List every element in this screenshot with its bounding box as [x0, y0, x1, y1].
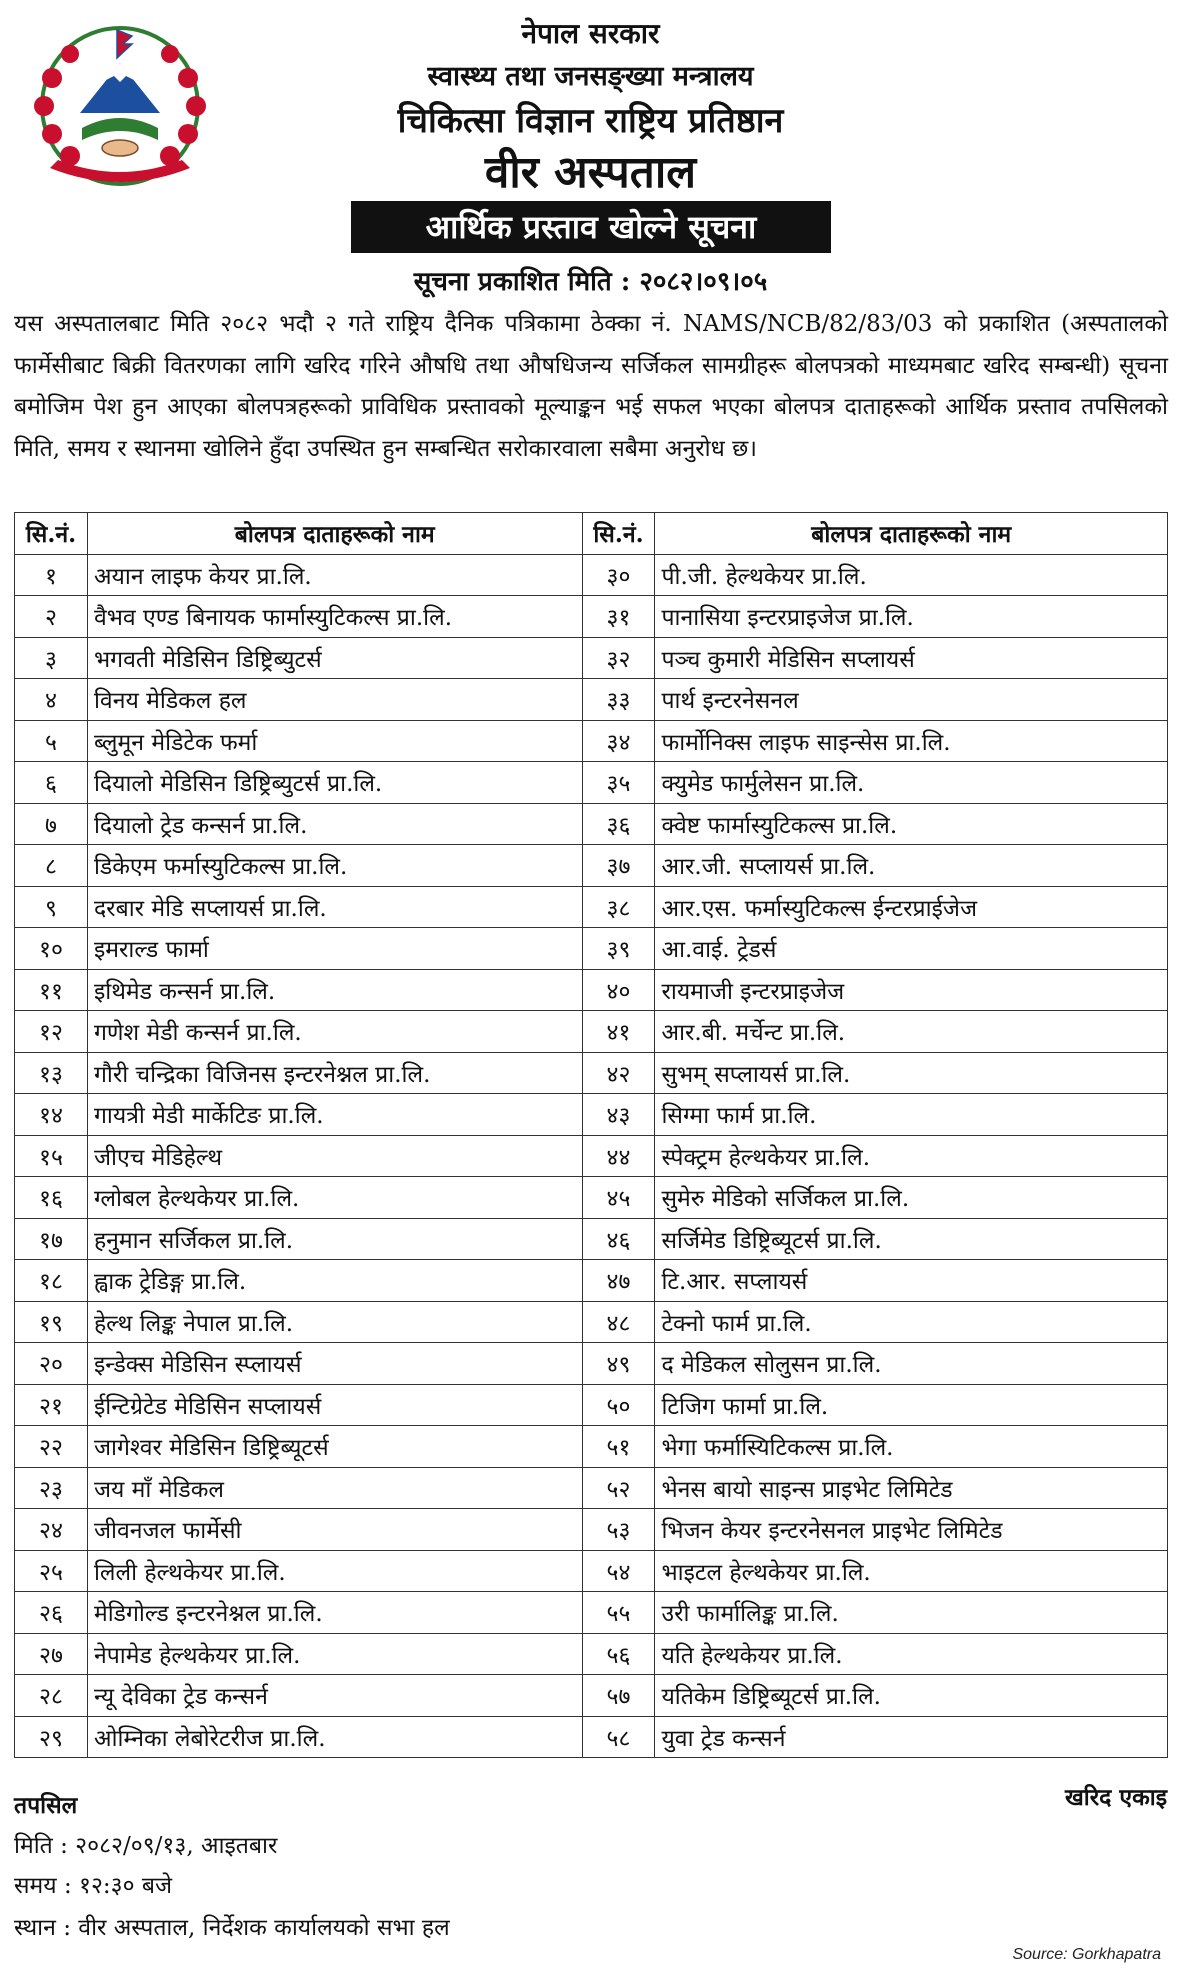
- bidder-name-cell: जीवनजल फार्मेसी: [87, 1509, 582, 1551]
- table-row: [15, 554, 1168, 596]
- serial-cell: ३८: [582, 886, 655, 928]
- table-row: [15, 886, 1168, 928]
- bidder-name-cell: जीएच मेडिहेल्थ: [87, 1135, 582, 1177]
- bidder-name-cell: ओम्निका लेबोरेटरीज प्रा.लि.: [87, 1716, 582, 1758]
- serial-cell: १६: [15, 1177, 88, 1219]
- schedule-date: मिति : २०८२/०९/१३, आइतबार: [14, 1833, 278, 1859]
- bidder-name-cell: गणेश मेडी कन्सर्न प्रा.लि.: [87, 1011, 582, 1053]
- serial-cell: २९: [15, 1716, 88, 1758]
- table-row: [15, 845, 1168, 887]
- table-row: [15, 1094, 1168, 1136]
- bidder-name-cell: सुभम् सप्लायर्स प्रा.लि.: [655, 1052, 1168, 1094]
- serial-cell: ५७: [582, 1675, 655, 1717]
- serial-cell: ३०: [582, 554, 655, 596]
- table-row: [15, 1675, 1168, 1717]
- table-row: [15, 1592, 1168, 1634]
- bidder-name-cell: दरबार मेडि सप्लायर्स प्रा.लि.: [87, 886, 582, 928]
- serial-cell: १: [15, 554, 88, 596]
- serial-cell: २०: [15, 1343, 88, 1385]
- serial-cell: ५१: [582, 1426, 655, 1468]
- header-serial-left: सि.नं.: [15, 513, 88, 555]
- table-row: [15, 720, 1168, 762]
- serial-cell: २२: [15, 1426, 88, 1468]
- academy-heading: चिकित्सा विज्ञान राष्ट्रिय प्रतिष्ठान: [397, 101, 784, 141]
- serial-cell: ५०: [582, 1384, 655, 1426]
- bidder-name-cell: युवा ट्रेड कन्सर्न: [655, 1716, 1168, 1758]
- schedule-time: समय : १२:३० बजे: [14, 1873, 173, 1899]
- bidder-name-cell: गौरी चन्द्रिका विजिनस इन्टरनेश्नल प्रा.लि.: [87, 1052, 582, 1094]
- table-row: [15, 1550, 1168, 1592]
- serial-cell: ४९: [582, 1343, 655, 1385]
- serial-cell: ५२: [582, 1467, 655, 1509]
- bidder-name-cell: पार्थ इन्टरनेसनल: [655, 679, 1168, 721]
- serial-cell: ४४: [582, 1135, 655, 1177]
- serial-cell: १८: [15, 1260, 88, 1302]
- bidder-name-cell: क्वेष्ट फार्मास्युटिकल्स प्रा.लि.: [655, 803, 1168, 845]
- procurement-unit: खरिद एकाइ: [1064, 1784, 1167, 1811]
- bidder-name-cell: इमराल्ड फार्मा: [87, 928, 582, 970]
- bidder-name-cell: जागेश्वर मेडिसिन डिष्ट्रिब्यूटर्स: [87, 1426, 582, 1468]
- table-row: [15, 637, 1168, 679]
- bidder-name-cell: पञ्च कुमारी मेडिसिन सप्लायर्स: [655, 637, 1168, 679]
- serial-cell: २१: [15, 1384, 88, 1426]
- bidder-name-cell: लिली हेल्थकेयर प्रा.लि.: [87, 1550, 582, 1592]
- serial-cell: ५५: [582, 1592, 655, 1634]
- table-row: [15, 1509, 1168, 1551]
- serial-cell: १७: [15, 1218, 88, 1260]
- schedule-place: स्थान : वीर अस्पताल, निर्देशक कार्यालयको सभा हल: [14, 1915, 450, 1941]
- serial-cell: ५४: [582, 1550, 655, 1592]
- notice-title-banner: आर्थिक प्रस्ताव खोल्ने सूचना: [351, 201, 831, 253]
- serial-cell: १३: [15, 1052, 88, 1094]
- serial-cell: ५: [15, 720, 88, 762]
- bidder-name-cell: ह्वाक ट्रेडिङ्ग प्रा.लि.: [87, 1260, 582, 1302]
- bidder-name-cell: क्युमेड फार्मुलेसन प्रा.लि.: [655, 762, 1168, 804]
- table-row: [15, 1011, 1168, 1053]
- table-row: [15, 1052, 1168, 1094]
- table-row: [15, 679, 1168, 721]
- bidder-name-cell: नेपामेड हेल्थकेयर प्रा.लि.: [87, 1633, 582, 1675]
- serial-cell: १२: [15, 1011, 88, 1053]
- bidder-name-cell: पी.जी. हेल्थकेयर प्रा.लि.: [655, 554, 1168, 596]
- serial-cell: ६: [15, 762, 88, 804]
- bidder-name-cell: आर.एस. फर्मास्युटिकल्स ईन्टरप्राईजेज: [655, 886, 1168, 928]
- bidder-name-cell: न्यू देविका ट्रेड कन्सर्न: [87, 1675, 582, 1717]
- bidder-name-cell: टिजिग फार्मा प्रा.लि.: [655, 1384, 1168, 1426]
- serial-cell: ५८: [582, 1716, 655, 1758]
- bidder-name-cell: टि.आर. सप्लायर्स: [655, 1260, 1168, 1302]
- table-row: [15, 1260, 1168, 1302]
- table-row: [15, 596, 1168, 638]
- serial-cell: ३९: [582, 928, 655, 970]
- header-name-right: बोलपत्र दाताहरूको नाम: [655, 513, 1168, 555]
- bidder-name-cell: भेगा फर्मास्यिटिकल्स प्रा.लि.: [655, 1426, 1168, 1468]
- serial-cell: ३७: [582, 845, 655, 887]
- serial-cell: १४: [15, 1094, 88, 1136]
- bidder-name-cell: सिग्मा फार्म प्रा.लि.: [655, 1094, 1168, 1136]
- serial-cell: २७: [15, 1633, 88, 1675]
- table-row: [15, 1633, 1168, 1675]
- bidder-name-cell: भेनस बायो साइन्स प्राइभेट लिमिटेड: [655, 1467, 1168, 1509]
- source-credit: Source: Gorkhapatra: [1012, 1946, 1161, 1963]
- bidder-name-cell: हनुमान सर्जिकल प्रा.लि.: [87, 1218, 582, 1260]
- bidder-name-cell: डिकेएम फर्मास्युटिकल्स प्रा.लि.: [87, 845, 582, 887]
- serial-cell: ४८: [582, 1301, 655, 1343]
- serial-cell: ४५: [582, 1177, 655, 1219]
- published-date: सूचना प्रकाशित मिति : २०८२।०९।०५: [413, 267, 768, 297]
- bidder-name-cell: ग्लोबल हेल्थकेयर प्रा.लि.: [87, 1177, 582, 1219]
- serial-cell: ३२: [582, 637, 655, 679]
- bidder-name-cell: भगवती मेडिसिन डिष्ट्रिब्युटर्स: [87, 637, 582, 679]
- bidder-name-cell: विनय मेडिकल हल: [87, 679, 582, 721]
- bidder-name-cell: सर्जिमेड डिष्ट्रिब्यूटर्स प्रा.लि.: [655, 1218, 1168, 1260]
- table-row: [15, 1177, 1168, 1219]
- bidder-name-cell: यतिकेम डिष्ट्रिब्यूटर्स प्रा.लि.: [655, 1675, 1168, 1717]
- serial-cell: ४१: [582, 1011, 655, 1053]
- table-header-row: [15, 513, 1168, 555]
- bidder-name-cell: भाइटल हेल्थकेयर प्रा.लि.: [655, 1550, 1168, 1592]
- serial-cell: ४३: [582, 1094, 655, 1136]
- serial-cell: ५६: [582, 1633, 655, 1675]
- serial-cell: २८: [15, 1675, 88, 1717]
- hospital-heading: वीर अस्पताल: [484, 147, 697, 198]
- bidder-name-cell: ईन्टिग्रेटेड मेडिसिन सप्लायर्स: [87, 1384, 582, 1426]
- serial-cell: ४६: [582, 1218, 655, 1260]
- table-row: [15, 803, 1168, 845]
- bidder-name-cell: पानासिया इन्टरप्राइजेज प्रा.लि.: [655, 596, 1168, 638]
- bidder-name-cell: रायमाजी इन्टरप्राइजेज: [655, 969, 1168, 1011]
- serial-cell: २५: [15, 1550, 88, 1592]
- bidder-name-cell: अयान लाइफ केयर प्रा.लि.: [87, 554, 582, 596]
- bidder-name-cell: वैभव एण्ड बिनायक फार्मास्युटिकल्स प्रा.लि.: [87, 596, 582, 638]
- bidder-name-cell: द मेडिकल सोलुसन प्रा.लि.: [655, 1343, 1168, 1385]
- serial-cell: ३: [15, 637, 88, 679]
- serial-cell: ३५: [582, 762, 655, 804]
- table-row: [15, 762, 1168, 804]
- bidder-name-cell: स्पेक्ट्रम हेल्थकेयर प्रा.लि.: [655, 1135, 1168, 1177]
- serial-cell: ३६: [582, 803, 655, 845]
- table-row: [15, 1301, 1168, 1343]
- govt-heading: नेपाल सरकार: [521, 17, 660, 50]
- table-row: [15, 1426, 1168, 1468]
- bidder-name-cell: दियालो ट्रेड कन्सर्न प्रा.लि.: [87, 803, 582, 845]
- bidder-name-cell: आ.वाई. ट्रेडर्स: [655, 928, 1168, 970]
- table-row: [15, 969, 1168, 1011]
- table-row: [15, 1343, 1168, 1385]
- serial-cell: १०: [15, 928, 88, 970]
- serial-cell: ४२: [582, 1052, 655, 1094]
- bidder-name-cell: सुमेरु मेडिको सर्जिकल प्रा.लि.: [655, 1177, 1168, 1219]
- serial-cell: १५: [15, 1135, 88, 1177]
- bidder-name-cell: भिजन केयर इन्टरनेसनल प्राइभेट लिमिटेड: [655, 1509, 1168, 1551]
- header-serial-right: सि.नं.: [582, 513, 655, 555]
- table-row: [15, 1467, 1168, 1509]
- bidder-name-cell: इथिमेड कन्सर्न प्रा.लि.: [87, 969, 582, 1011]
- header-name-left: बोलपत्र दाताहरूको नाम: [87, 513, 582, 555]
- serial-cell: ११: [15, 969, 88, 1011]
- bidder-name-cell: आर.बी. मर्चेन्ट प्रा.लि.: [655, 1011, 1168, 1053]
- serial-cell: ७: [15, 803, 88, 845]
- bidder-name-cell: उरी फार्मालिङ्क प्रा.लि.: [655, 1592, 1168, 1634]
- intro-paragraph: यस अस्पतालबाट मिति २०८२ भदौ २ गते राष्ट्रिय दैनिक पत्रिकामा ठेक्का नं. NAMS/NCB/82/83/03 को प्रकाशित (अस्पतालको फार्मेसीबाट बिक्री वितरणका लागि खरिद गरिने औषधि तथा औषधिजन्य सर्जिकल सामग्रीहरू बोलपत्रको माध्यमबाट खरिद सम्बन्धी) सूचना बमोजिम पेश हुन आएका बोलपत्रहरूको प्राविधिक प्रस्तावको मूल्याङ्कन भई सफल भएका बोलपत्र दाताहरूको आर्थिक प्रस्ताव तपसिलको मिति, समय र स्थानमा खोलिने हुँदा उपस्थित हुन सम्बन्धित सरोकारवाला सबैमा अनुरोध छ।: [14, 311, 1168, 462]
- bidder-name-cell: दियालो मेडिसिन डिष्ट्रिब्युटर्स प्रा.लि.: [87, 762, 582, 804]
- bidder-name-cell: गायत्री मेडी मार्केटिङ प्रा.लि.: [87, 1094, 582, 1136]
- bidders-table: [14, 512, 1168, 1758]
- serial-cell: ४: [15, 679, 88, 721]
- schedule-label: तपसिल: [14, 1792, 78, 1819]
- serial-cell: ३४: [582, 720, 655, 762]
- table-row: [15, 1218, 1168, 1260]
- serial-cell: ५३: [582, 1509, 655, 1551]
- table-row: [15, 928, 1168, 970]
- serial-cell: ४७: [582, 1260, 655, 1302]
- table-row: [15, 1135, 1168, 1177]
- serial-cell: २६: [15, 1592, 88, 1634]
- bidder-name-cell: आर.जी. सप्लायर्स प्रा.लि.: [655, 845, 1168, 887]
- bidder-name-cell: फार्मोनिक्स लाइफ साइन्सेस प्रा.लि.: [655, 720, 1168, 762]
- bidder-name-cell: जय माँ मेडिकल: [87, 1467, 582, 1509]
- serial-cell: १९: [15, 1301, 88, 1343]
- serial-cell: २: [15, 596, 88, 638]
- serial-cell: ९: [15, 886, 88, 928]
- table-row: [15, 1716, 1168, 1758]
- bidder-name-cell: टेक्नो फार्म प्रा.लि.: [655, 1301, 1168, 1343]
- table-row: [15, 1384, 1168, 1426]
- bidder-name-cell: मेडिगोल्ड इन्टरनेश्नल प्रा.लि.: [87, 1592, 582, 1634]
- serial-cell: ३१: [582, 596, 655, 638]
- serial-cell: २४: [15, 1509, 88, 1551]
- bidder-name-cell: ब्लुमून मेडिटेक फर्मा: [87, 720, 582, 762]
- bidder-name-cell: यति हेल्थकेयर प्रा.लि.: [655, 1633, 1168, 1675]
- serial-cell: ८: [15, 845, 88, 887]
- serial-cell: ४०: [582, 969, 655, 1011]
- serial-cell: ३३: [582, 679, 655, 721]
- serial-cell: २३: [15, 1467, 88, 1509]
- ministry-heading: स्वास्थ्य तथा जनसङ्ख्या मन्त्रालय: [427, 61, 754, 92]
- bidder-name-cell: हेल्थ लिङ्क नेपाल प्रा.लि.: [87, 1301, 582, 1343]
- bidder-name-cell: इन्डेक्स मेडिसिन स्प्लायर्स: [87, 1343, 582, 1385]
